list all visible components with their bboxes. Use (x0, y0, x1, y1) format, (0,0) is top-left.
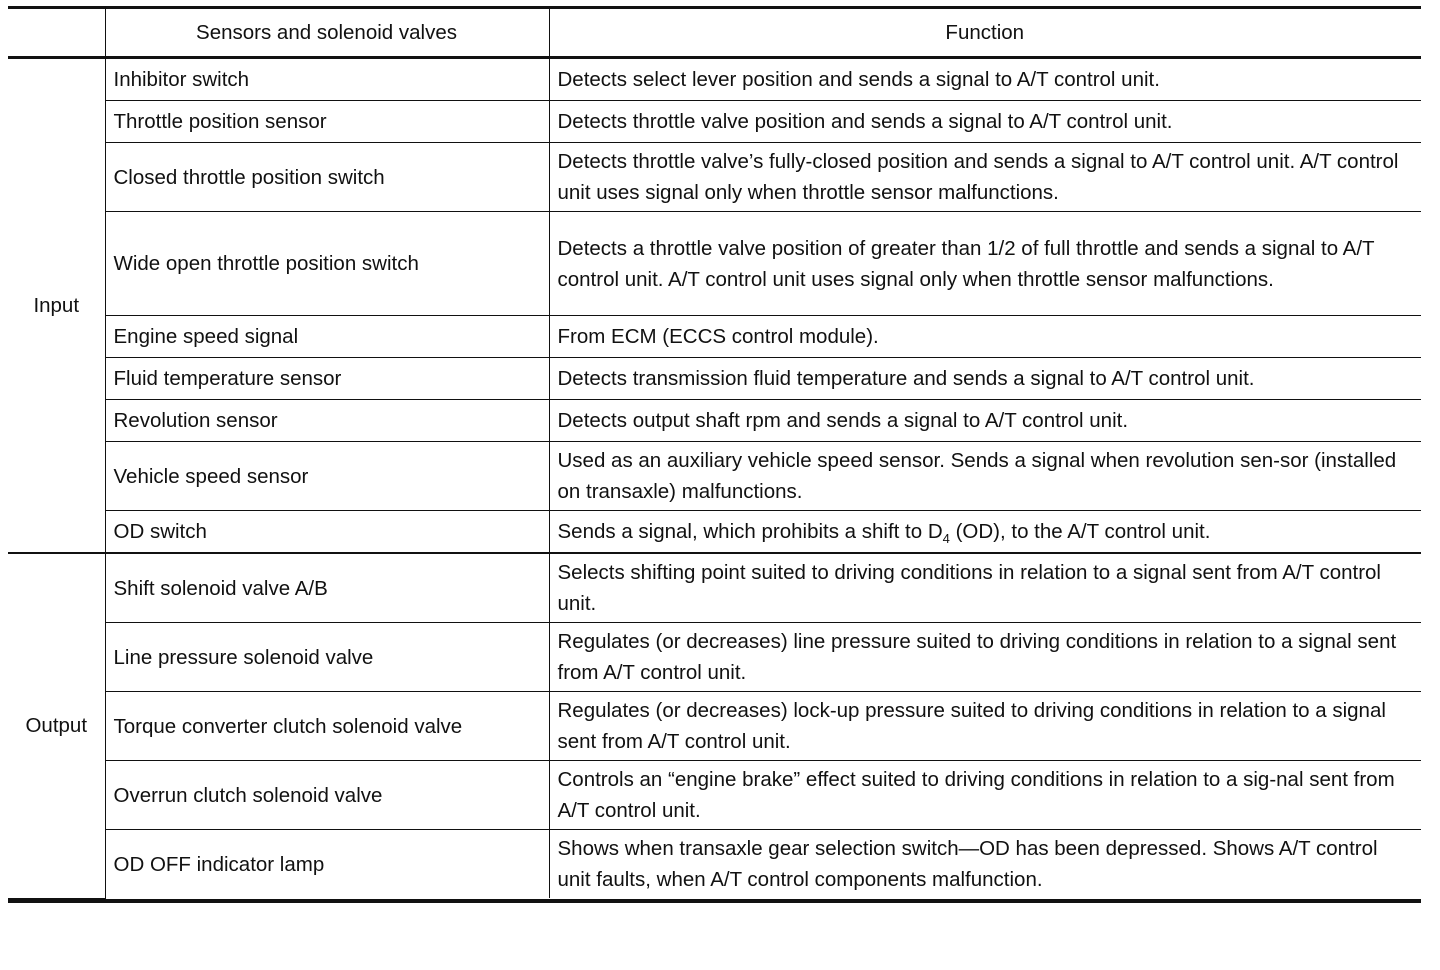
table-row (8, 553, 1421, 623)
group-label-input: Input (8, 58, 105, 554)
od-d4-subscript: 4 (942, 531, 950, 547)
component-function: Controls an “engine brake” effect suited to driving conditions in relation to a sig-nal sent from A/T control unit. (549, 761, 1421, 830)
table-row (8, 143, 1421, 212)
component-name: Line pressure solenoid valve (105, 623, 549, 692)
component-name: Fluid temperature sensor (105, 358, 549, 400)
sensors-table-frame (8, 6, 1421, 903)
component-name: OD switch (105, 511, 549, 554)
od-function-text: Sends a signal, which prohibits a shift to D (557, 520, 943, 543)
component-function: Regulates (or decreases) line pressure suited to driving conditions in relation to a signal sent from A/T control unit. (549, 623, 1421, 692)
table-row (8, 400, 1421, 442)
component-function: Detects throttle valve’s fully-closed position and sends a signal to A/T control unit. A/T control unit uses signal only when throttle sensor malfunctions. (549, 143, 1421, 212)
table-row (8, 511, 1421, 554)
component-name: Engine speed signal (105, 316, 549, 358)
table-row (8, 761, 1421, 830)
component-name: Vehicle speed sensor (105, 442, 549, 511)
component-name: OD OFF indicator lamp (105, 830, 549, 899)
table-row (8, 212, 1421, 316)
component-name: Closed throttle position switch (105, 143, 549, 212)
component-name: Overrun clutch solenoid valve (105, 761, 549, 830)
sensors-solenoid-table (8, 9, 1421, 899)
component-name: Inhibitor switch (105, 58, 549, 101)
table-row (8, 358, 1421, 400)
component-function: Shows when transaxle gear selection switch—OD has been depressed. Shows A/T control unit faults, when A/T control components malfunction. (549, 830, 1421, 899)
component-name: Wide open throttle position switch (105, 212, 549, 316)
table-row (8, 58, 1421, 101)
component-function: Regulates (or decreases) lock-up pressure suited to driving conditions in relation to a signal sent from A/T control unit. (549, 692, 1421, 761)
header-component: Sensors and solenoid valves (105, 9, 549, 58)
component-name: Torque converter clutch solenoid valve (105, 692, 549, 761)
table-row (8, 692, 1421, 761)
group-label-output: Output (8, 553, 105, 898)
component-function (549, 511, 1421, 554)
table-row (8, 101, 1421, 143)
component-function: Used as an auxiliary vehicle speed sensor. Sends a signal when revolution sen-sor (installed on transaxle) malfunctions. (549, 442, 1421, 511)
component-function: Detects a throttle valve position of greater than 1/2 of full throttle and sends a signal to A/T control unit. A/T control unit uses signal only when throttle sensor malfunctions. (549, 212, 1421, 316)
component-function: From ECM (ECCS control module). (549, 316, 1421, 358)
component-function: Detects throttle valve position and sends a signal to A/T control unit. (549, 101, 1421, 143)
component-name: Shift solenoid valve A/B (105, 553, 549, 623)
component-function: Detects output shaft rpm and sends a signal to A/T control unit. (549, 400, 1421, 442)
table-row (8, 442, 1421, 511)
component-function: Selects shifting point suited to driving conditions in relation to a signal sent from A/T control unit. (549, 553, 1421, 623)
component-name: Throttle position sensor (105, 101, 549, 143)
table-row (8, 316, 1421, 358)
component-function: Detects select lever position and sends a signal to A/T control unit. (549, 58, 1421, 101)
component-name: Revolution sensor (105, 400, 549, 442)
table-row (8, 830, 1421, 899)
header-function: Function (549, 9, 1421, 58)
table-row (8, 623, 1421, 692)
table-header-row (8, 9, 1421, 58)
od-function-text-end: (OD), to the A/T control unit. (949, 520, 1211, 543)
header-group-cell (8, 9, 105, 58)
component-function: Detects transmission fluid temperature and sends a signal to A/T control unit. (549, 358, 1421, 400)
